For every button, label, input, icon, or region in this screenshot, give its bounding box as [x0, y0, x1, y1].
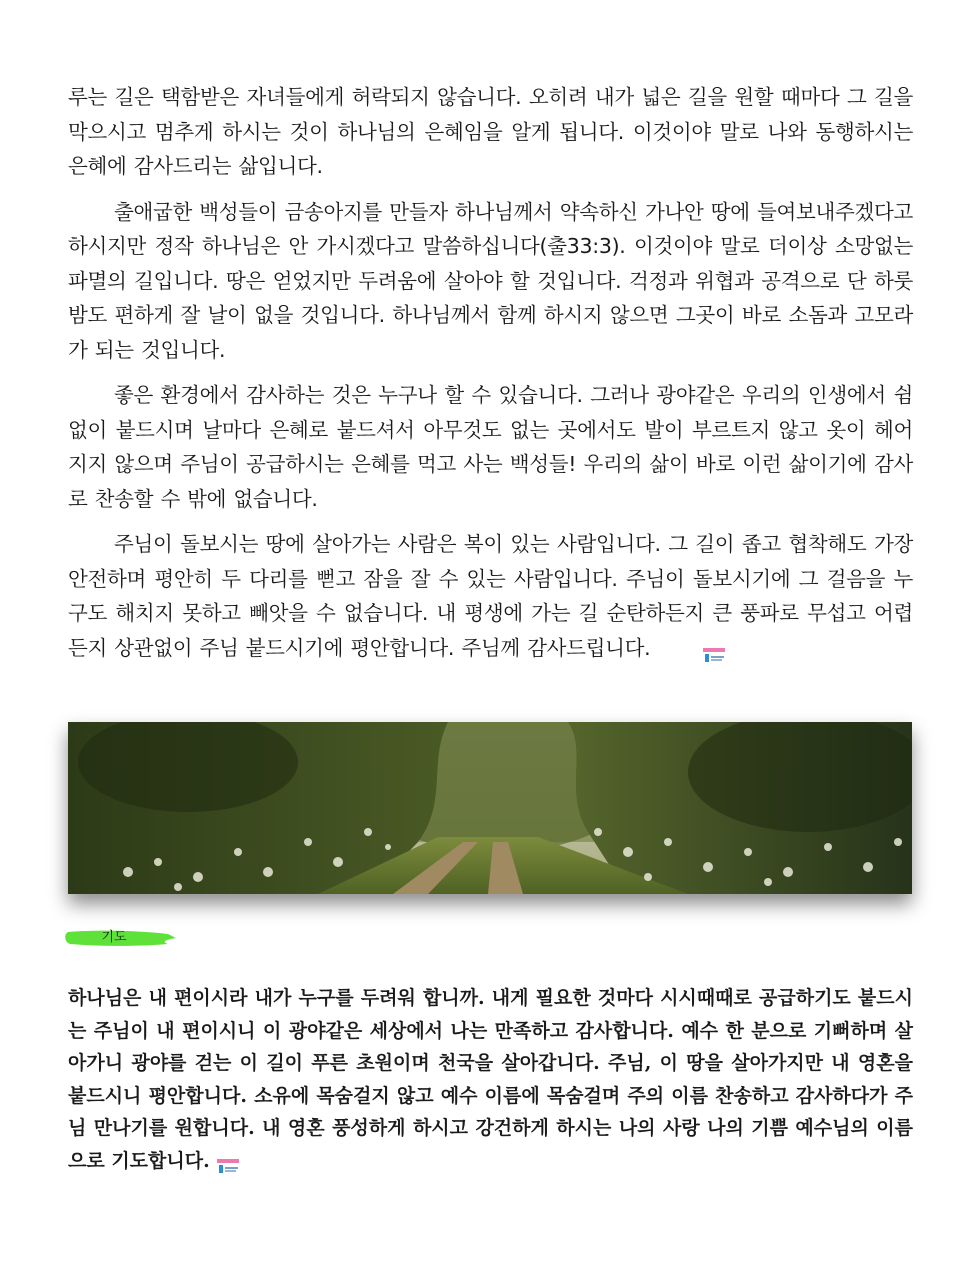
paragraph	[68, 527, 913, 665]
paragraph	[68, 80, 913, 184]
end-mark-icon	[216, 1153, 240, 1171]
section-label: 기도	[101, 930, 127, 945]
forest-path-photo	[68, 722, 912, 894]
article-body	[68, 80, 913, 676]
paragraph-text: 주님이 돌보시는 땅에 살아가는 사람은 복이 있는 사람입니다. 그 길이 좁고 협착해도 가장 안전하며 평안히 두 다리를 뻗고 잠을 잘 수 있는 사람입니다. 주님이 돌보시기에 그 걸음을 누구도 해치지 못하고 빼앗을 수 없습니다. 내 평생에 가는 길 순탄하든지 큰 풍파로 무섭고 어렵든지 상관없이 주님 붙드시기에 평안합니다. 주님께 감사드립니다.	[68, 532, 913, 660]
prayer-body	[68, 982, 913, 1177]
prayer-text: 하나님은 내 편이시라 내가 누구를 두려워 합니까. 내게 필요한 것마다 시시때때로 공급하기도 붙드시는 주님이 내 편이시니 이 광야같은 세상에서 나는 만족하고 감사합니다. 예수 한 분으로 기뻐하며 살아가니 광야를 걷는 이 길이 푸른 초원이며 천국을 살아갑니다. 주님, 이 땅을 살아가지만 내 영혼을 붙드시니 평안합니다. 소유에 목숨걸지 않고 예수 이름에 목숨걸며 주의 이름 찬송하고 감사하다가 주님 만나기를 원합니다. 내 영혼 풍성하게 하시고 강건하게 하시는 나의 사랑 나의 기쁨 예수님의 이름으로 기도합니다.	[68, 987, 913, 1172]
prayer-paragraph	[68, 982, 913, 1177]
section-tag	[64, 928, 176, 948]
paragraph	[68, 195, 913, 368]
paragraph-text: 좋은 환경에서 감사하는 것은 누구나 할 수 있습니다. 그러나 광야같은 우리의 인생에서 쉼없이 붙드시며 날마다 은혜로 붙드셔서 아무것도 없는 곳에서도 발이 부르트지 않고 옷이 헤어지지 않으며 주님이 공급하시는 은혜를 먹고 사는 백성들! 우리의 삶이 바로 이런 삶이기에 감사로 찬송할 수 밖에 없습니다.	[68, 383, 913, 511]
paragraph	[68, 378, 913, 516]
paragraph-text: 루는 길은 택함받은 자녀들에게 허락되지 않습니다. 오히려 내가 넓은 길을 원할 때마다 그 길을 막으시고 멈추게 하시는 것이 하나님의 은혜임을 알게 됩니다. 이것이야 말로 나와 동행하시는 은혜에 감사드리는 삶입니다.	[68, 85, 913, 178]
paragraph-text: 출애굽한 백성들이 금송아지를 만들자 하나님께서 약속하신 가나안 땅에 들여보내주겠다고 하시지만 정작 하나님은 안 가시겠다고 말씀하십니다(출33:3). 이것이야 말로 더이상 소망없는 파멸의 길입니다. 땅은 얻었지만 두려움에 살아야 할 것입니다. 걱정과 위협과 공격으로 단 하룻밤도 편하게 잘 날이 없을 것입니다. 하나님께서 함께 하시지 않으면 그곳이 바로 소돔과 고모라가 되는 것입니다.	[68, 199, 913, 362]
end-mark-icon	[656, 640, 680, 658]
